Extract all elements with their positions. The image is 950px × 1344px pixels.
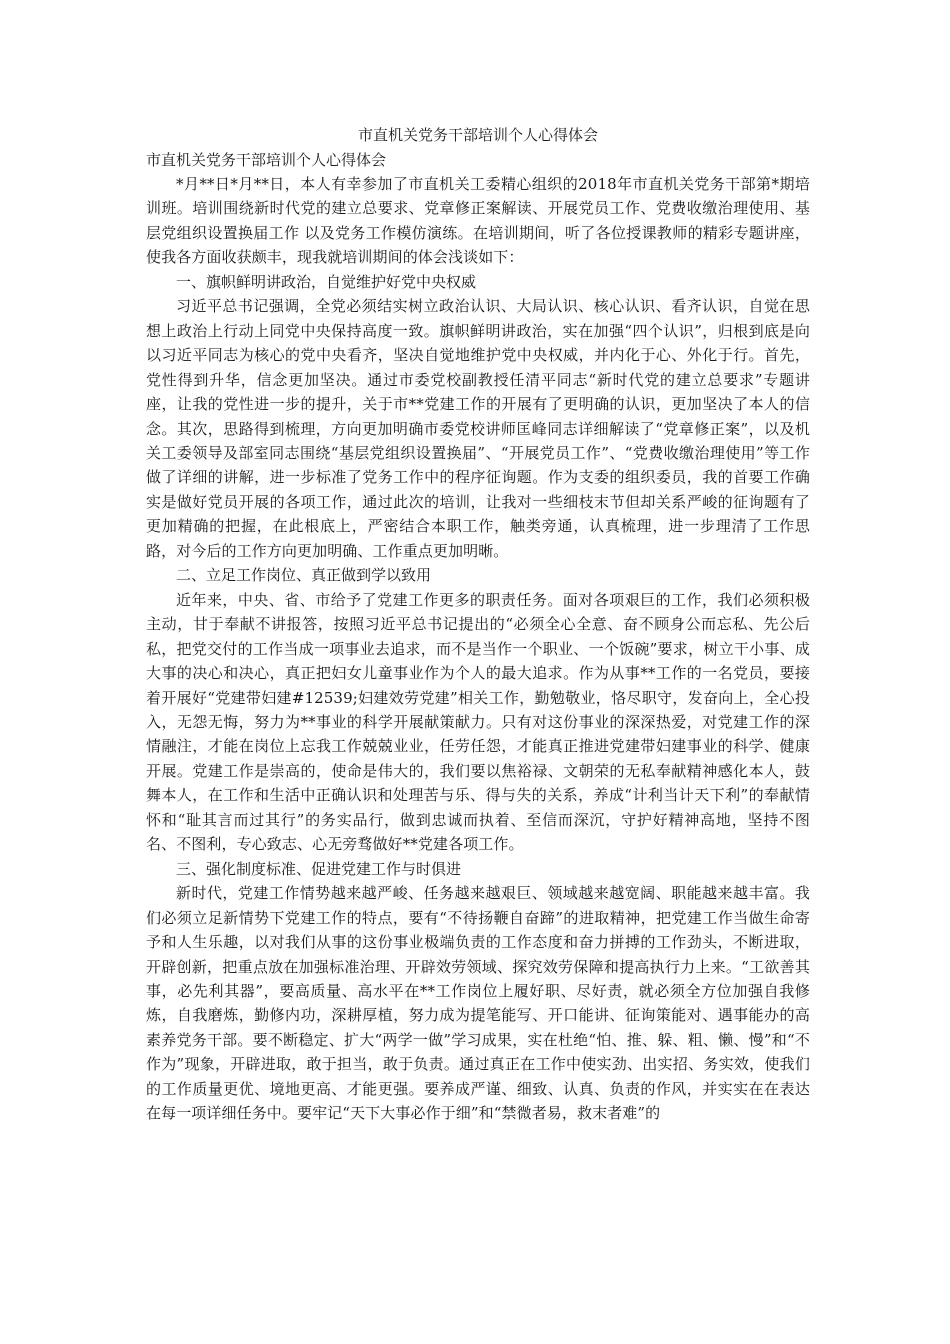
document-title: 市直机关党务干部培训个人心得体会 <box>357 126 598 144</box>
section-heading-2: 二、立足工作岗位、真正做到学以致用 <box>176 566 432 585</box>
intro-paragraph: *月**日*月**日，本人有幸参加了市直机关工委精心组织的2018年市直机关党务干部第*期培训班。培训围绕新时代党的建立总要求、党章修正案解读、开展党员工作、党费收缴治理使用、基层党组织设置换届工作 以及党务工作模仿演练。在培训期间，听了各位授课教师的精彩专题讲座，使我各方面收获颇丰，现我就培训期间的体会浅谈如下： <box>146 175 810 267</box>
section-heading-3: 三、强化制度标准、促进党建工作与时俱进 <box>176 859 462 878</box>
document-page <box>146 122 810 1126</box>
section-heading-1: 一、旗帜鲜明讲政治，自觉维护好党中央权威 <box>176 272 477 291</box>
section-body-1: 习近平总书记强调，全党必须结实树立政治认识、大局认识、核心认识、看齐认识，自觉在思想上政治上行动上同党中央保持高度一致。旗帜鲜明讲政治，实在加强“四个认识”，归根到底是向以习近平同志为核心的党中央看齐，坚决自觉地维护党中央权威，并内化于心、外化于行。首先，党性得到升华，信念更加坚决。通过市委党校副教授任清平同志“新时代党的建立总要求”专题讲座，让我的党性进一步的提升，关于市**党建工作的开展有了更明确的认识，更加坚决了本人的信念。其次，思路得到梳理，方向更加明确市委党校讲师匡峰同志详细解读了“党章修正案”，以及机关工委领导及部室同志围绕“基层党组织设置换届”、“开展党员工作”、“党费收缴治理使用”等工作做了详细的讲解，进一步标准了党务工作中的程序征询题。作为支委的组织委员，我的首要工作确实是做好党员开展的各项工作，通过此次的培训，让我对一些细枝末节但却关系严峻的征询题有了更加精确的把握，在此根底上，严密结合本职工作，触类旁通，认真梳理，进一步理清了工作思路，对今后的工作方向更加明确、工作重点更加明晰。 <box>146 297 810 560</box>
document-subtitle: 市直机关党务干部培训个人心得体会 <box>146 151 387 169</box>
section-body-2: 近年来，中央、省、市给予了党建工作更多的职责任务。面对各项艰巨的工作，我们必须积极主动，甘于奉献不讲报答，按照习近平总书记提出的“必须全心全意、奋不顾身公而忘私、先公后私，把党交付的工作当成一项事业去追求，而不是当作一个职业、一个饭碗”要求，树立干小事、成大事的决心和决心，真正把妇女儿童事业作为个人的最大追求。作为从事**工作的一名党员，要接着开展好“党建带妇建#12539;妇建效劳党建”相关工作，勤勉敬业，恪尽职守，发奋向上，全心投入，无怨无悔，努力为**事业的科学开展献策献力。只有对这份事业的深深热爱，对党建工作的深情融注，才能在岗位上忘我工作兢兢业业，任劳任怨，才能真正推进党建带妇建事业的科学、健康开展。党建工作是崇高的，使命是伟大的，我们要以焦裕禄、文朝荣的无私奉献精神感化本人，鼓舞本人，在工作和生活中正确认识和处理苦与乐、得与失的关系，养成“计利当计天下利”的奉献情怀和“耻其言而过其行”的务实品行，做到忠诚而执着、至信而深沉，守护好精神高地，坚持不图名、不图利，专心致志、心无旁骛做好**党建各项工作。 <box>146 590 810 854</box>
section-body-3: 新时代，党建工作情势越来越严峻、任务越来越艰巨、领域越来越宽阔、职能越来越丰富。我们必须立足新情势下党建工作的特点，要有“不待扬鞭自奋蹄”的进取精神，把党建工作当做生命寄予和人生乐趣，以对我们从事的这份事业极端负责的工作态度和奋力拼搏的工作劲头，不断进取，开辟创新，把重点放在加强标准治理、开辟效劳领域、探究效劳保障和提高执行力上来。“工欲善其事，必先利其器”，要高质量、高水平在**工作岗位上履好职、尽好责，就必须全方位加强自我修炼，自我磨炼，勤修内功，深耕厚植，努力成为提笔能写、开口能讲、征询策能对、遇事能办的高素养党务干部。要不断稳定、扩大“两学一做”学习成果，实在杜绝“怕、推、躲、粗、懒、慢”和“不作为”现象，开辟进取，敢于担当，敢于负责。通过真正在工作中使实劲、出实招、务实效，使我们的工作质量更优、境地更高、才能更强。要养成严谨、细致、认真、负责的作风，并实实在在表达在每一项详细任务中。要牢记“天下大事必作于细”和“禁微者易，救末者难”的 <box>146 884 810 1123</box>
